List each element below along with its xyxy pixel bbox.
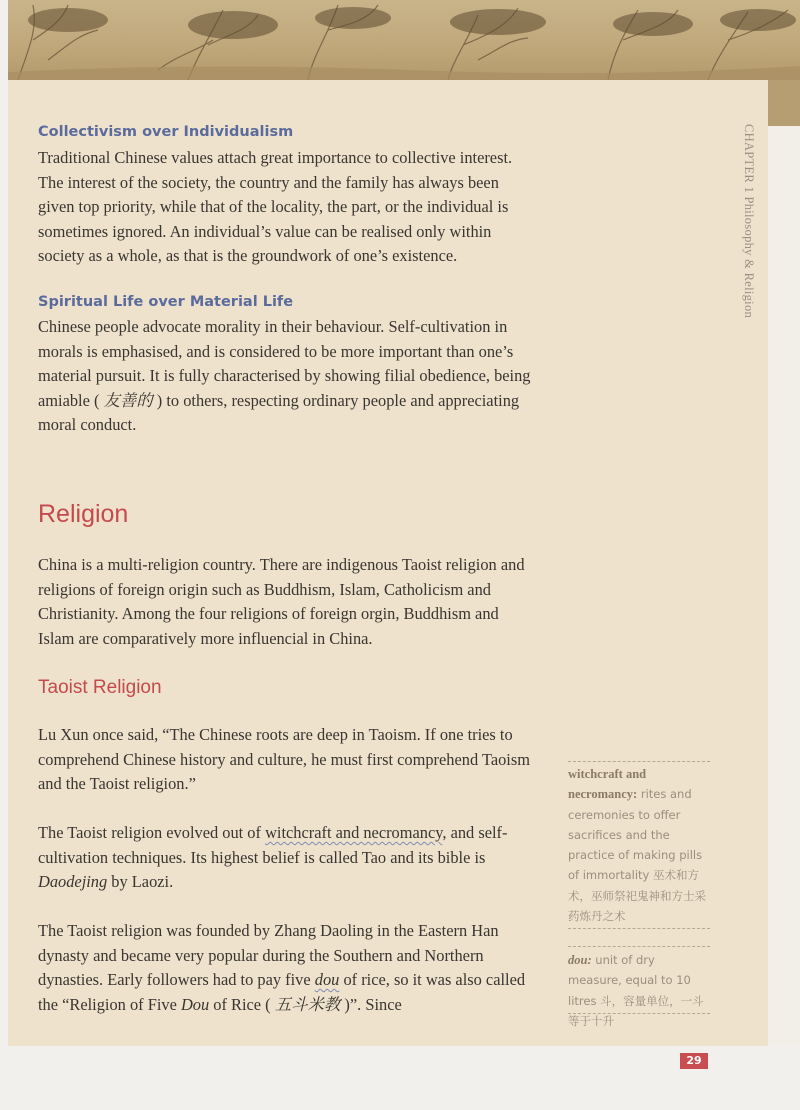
paragraph-taoist-2: The Taoist religion evolved out of witchcraft and necromancy, and self-cultivation techniques. Its highest belief is called Tao and its bible is Daodejing by Laozi.: [38, 823, 508, 891]
book-title-daodejing: Daodejing: [38, 872, 108, 891]
paragraph-religion: China is a multi-religion country. There are indigenous Taoist religion and religions of foreign origin such as Buddhism, Islam, Catholicism and Christianity. Among the four religions of foreign orgin, Buddhism and Islam are comparatively more influencial in China.: [38, 555, 525, 648]
note-divider: [568, 1013, 710, 1014]
glossary-note-term: witchcraft and necromancy:: [568, 767, 647, 802]
paragraph-collectivism: Traditional Chinese values attach great importance to collective interest. The interest of the society, the country and the family has always been given top priority, while that of the locality, the part, or the individual is sometimes ignored. An individual’s value can be realised only within society as a whole, as that is the groundwork of one’s existence.: [38, 148, 513, 265]
glossary-term-dou: dou: [314, 970, 340, 989]
glossary-note-witchcraft: [568, 764, 710, 926]
chinese-term-five-dou: 五斗米教: [274, 994, 341, 1014]
glossary-note-definition: rites and ceremonies to offer sacrifices and the practice of making pills of immortality 巫术和方术，巫师祭祀鬼神和方士采药炼丹之术: [568, 787, 706, 924]
chapter-label: CHAPTER 1 Philosophy & Religion: [742, 124, 756, 319]
paragraph-taoist-3: The Taoist religion was founded by Zhang Daoling in the Eastern Han dynasty and became very popular during the Southern and Northern dynasties. Early followers had to pay five dou of rice, so it was also called the “Religion of Five Dou of Rice ( 五斗米教 )”. Since: [38, 921, 526, 1014]
paragraph-taoist-1: Lu Xun once said, “The Chinese roots are deep in Taoism. If one tries to comprehend Chinese history and culture, he must first comprehend Taoism and the Taoist religion.”: [38, 725, 530, 793]
landscape-painting-banner: [8, 0, 800, 80]
note-divider: [568, 928, 710, 929]
page-number: 29: [680, 1053, 708, 1069]
note-divider: [568, 761, 710, 762]
banner-edge: [768, 80, 800, 126]
heading-taoist-religion: Taoist Religion: [38, 677, 162, 698]
glossary-note-definition: unit of dry measure, equal to 10 litres 斗，容量单位，一斗等于十升: [568, 953, 704, 1028]
heading-collectivism: Collectivism over Individualism: [38, 124, 294, 140]
paragraph-spiritual-life: Chinese people advocate morality in their behaviour. Self-cultivation in morals is emphasised, and is considered to be more important than one’s material pursuit. It is fully characterised by showing filial obedience, being amiable ( 友善的 ) to others, respecting ordinary people and appreciating moral conduct.: [38, 317, 531, 434]
heading-religion: Religion: [38, 500, 129, 528]
chapter-running-head: [742, 124, 772, 319]
glossary-term-witchcraft: witchcraft and necromancy: [265, 823, 443, 842]
page-margin: [768, 126, 800, 1046]
glossary-note-term: dou:: [568, 953, 592, 967]
heading-spiritual-life: Spiritual Life over Material Life: [38, 294, 294, 310]
glossary-note-dou: [568, 950, 710, 1031]
note-divider: [568, 946, 710, 947]
chinese-term-amiable: 友善的: [103, 390, 153, 410]
